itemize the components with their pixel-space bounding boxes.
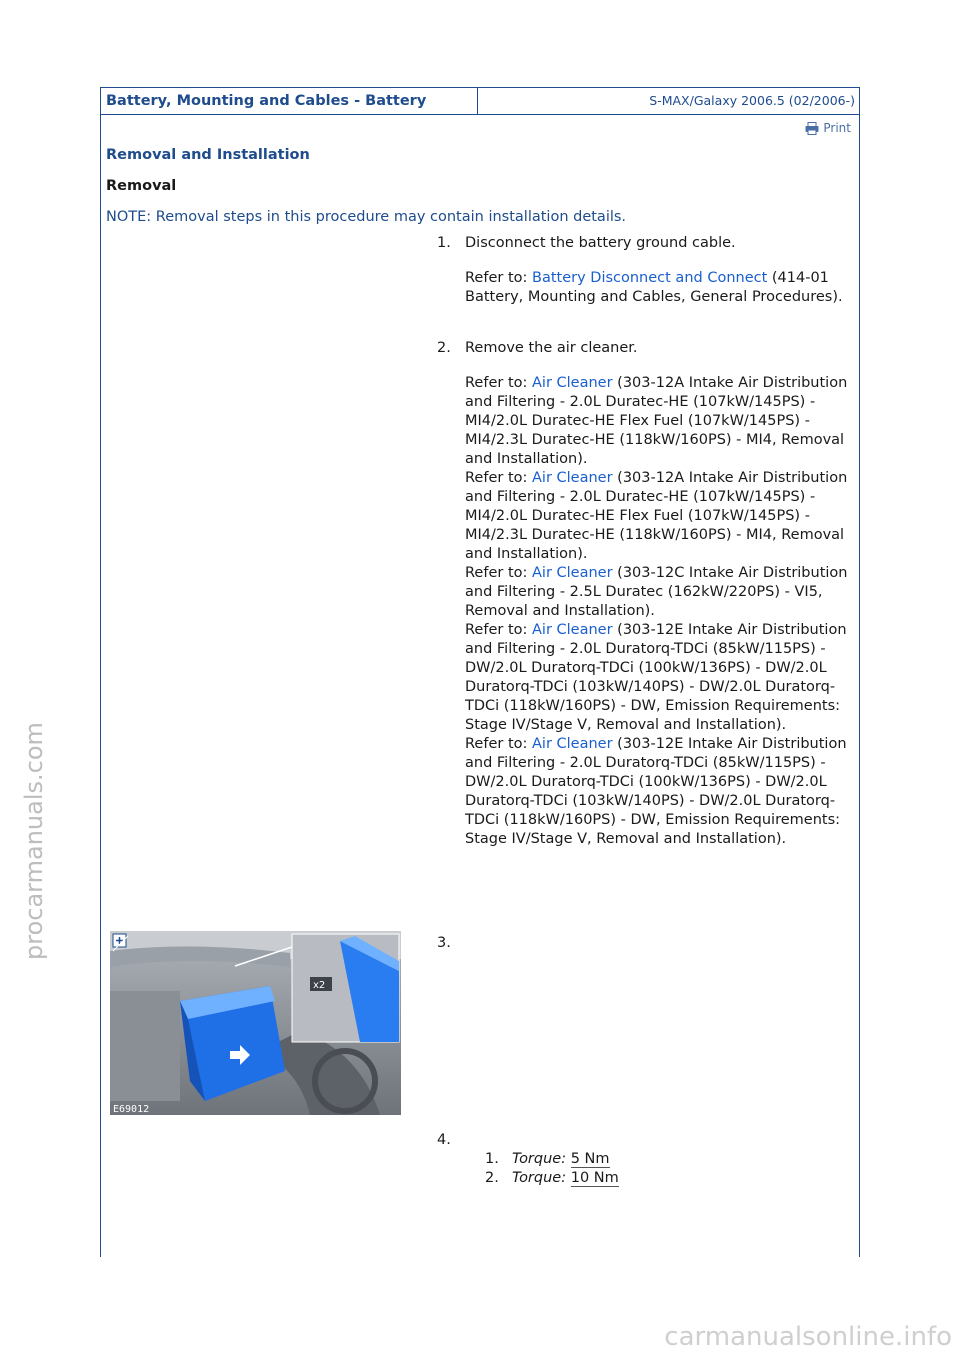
reference-suffix: (414-01 Battery, Mounting and Cables, General Procedures). (465, 270, 843, 305)
reference-suffix: (303-12A Intake Air Distribution and Filtering - 2.0L Duratec-HE (107kW/145PS) - MI4/2.0L Duratec-HE Flex Fuel (107kW/145PS) - MI4/2.3L Duratec-HE (118kW/160PS) - MI4, Removal and Installation). (465, 470, 848, 562)
torque-label: Torque: (512, 1151, 567, 1167)
image-callout: x2 (313, 980, 326, 991)
torque-item (465, 1169, 860, 1188)
section-subheading: Removal (106, 178, 177, 194)
torque-list (465, 1150, 860, 1188)
step-number: 3. (437, 935, 451, 951)
reference-suffix: (303-12A Intake Air Distribution and Filtering - 2.0L Duratec-HE (107kW/145PS) - MI4/2.0L Duratec-HE Flex Fuel (107kW/145PS) - MI4/2.3L Duratec-HE (118kW/160PS) - MI4, Removal and Installation). (465, 375, 848, 467)
reference-link[interactable]: Air Cleaner (532, 736, 613, 752)
reference (465, 621, 860, 735)
footer-watermark: carmanualsonline.info (664, 1322, 952, 1352)
step-text: Disconnect the battery ground cable. (465, 235, 736, 251)
reference-link[interactable]: Battery Disconnect and Connect (532, 270, 768, 286)
reference (465, 269, 860, 307)
reference-link[interactable]: Air Cleaner (532, 622, 613, 638)
side-watermark: procarmanuals.com (20, 722, 48, 960)
note-text: NOTE: Removal steps in this procedure may contain installation details. (106, 209, 627, 225)
step-number: 2. (437, 340, 451, 356)
torque-value[interactable]: 5 Nm (570, 1151, 610, 1167)
image-code: E69012 (113, 1104, 150, 1115)
torque-item-number: 1. (485, 1151, 499, 1167)
reference-prefix: Refer to: (465, 375, 532, 391)
reference-prefix: Refer to: (465, 270, 532, 286)
step-number: 4. (437, 1132, 451, 1148)
reference (465, 564, 860, 621)
reference-prefix: Refer to: (465, 470, 532, 486)
reference-link[interactable]: Air Cleaner (532, 565, 613, 581)
section-heading: Removal and Installation (106, 147, 310, 163)
torque-item-number: 2. (485, 1170, 499, 1186)
procedure-illustration[interactable] (110, 931, 401, 1115)
reference-suffix: (303-12C Intake Air Distribution and Filtering - 2.5L Duratec (162kW/220PS) - VI5, Removal and Installation). (465, 565, 848, 619)
reference-prefix: Refer to: (465, 565, 532, 581)
page-frame (100, 87, 860, 1257)
step-body (465, 234, 860, 307)
step-body (465, 339, 860, 849)
printer-icon (805, 122, 819, 135)
step-number: 1. (437, 235, 451, 251)
reference-link[interactable]: Air Cleaner (532, 375, 613, 391)
reference-prefix: Refer to: (465, 736, 532, 752)
reference-suffix: (303-12E Intake Air Distribution and Filtering - 2.0L Duratorq-TDCi (85kW/115PS) - DW/2.0L Duratorq-TDCi (100kW/136PS) - DW/2.0L Duratorq-TDCi (103kW/140PS) - DW/2.0L Duratorq-TDCi (118kW/160PS) - DW, Emission Requirements: Stage IV/Stage V, Removal and Installation). (465, 622, 847, 733)
model-label: S-MAX/Galaxy 2006.5 (02/2006-) (649, 93, 855, 108)
reference (465, 374, 860, 469)
print-button[interactable] (805, 121, 851, 135)
reference (465, 735, 860, 849)
torque-item (465, 1150, 860, 1169)
reference (465, 469, 860, 564)
reference-suffix: (303-12E Intake Air Distribution and Filtering - 2.0L Duratorq-TDCi (85kW/115PS) - DW/2.0L Duratorq-TDCi (100kW/136PS) - DW/2.0L Duratorq-TDCi (103kW/140PS) - DW/2.0L Duratorq-TDCi (118kW/160PS) - DW, Emission Requirements: Stage IV/Stage V, Removal and Installation). (465, 736, 847, 847)
torque-value[interactable]: 10 Nm (570, 1170, 619, 1186)
reference-link[interactable]: Air Cleaner (532, 470, 613, 486)
torque-label: Torque: (512, 1170, 567, 1186)
page-title: Battery, Mounting and Cables - Battery (101, 88, 478, 114)
print-label: Print (823, 121, 851, 135)
reference-prefix: Refer to: (465, 622, 532, 638)
header-bar (101, 88, 859, 115)
step-text: Remove the air cleaner. (465, 340, 638, 356)
